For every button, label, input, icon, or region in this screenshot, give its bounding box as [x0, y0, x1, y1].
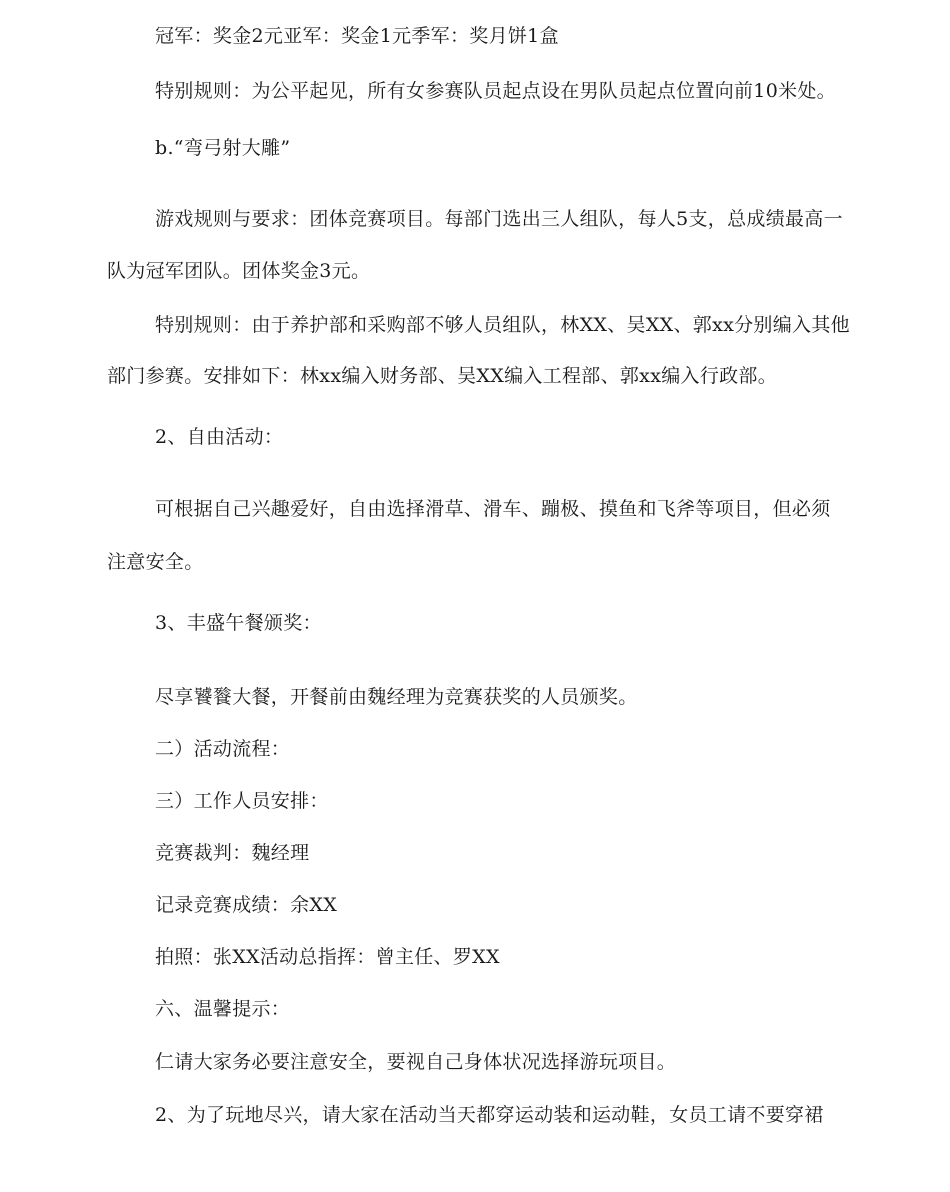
- special-rule-line-2: 特别规则：由于养护部和采购部不够人员组队，林XX、吴XX、郭xx分别编入其他: [155, 314, 850, 336]
- special-rule-line: 特别规则：为公平起见，所有女参赛队员起点设在男队员起点位置向前10米处。: [155, 80, 836, 102]
- staff-photo-line: 拍照：张XX活动总指挥：曾主任、罗XX: [155, 946, 500, 968]
- lunch-line: 尽享饕餮大餐，开餐前由魏经理为竞赛获奖的人员颁奖。: [155, 686, 638, 708]
- section-flow: 二）活动流程：: [155, 738, 291, 760]
- tip-safety-line: 仁请大家务必要注意安全，要视自己身体状况选择游玩项目。: [155, 1051, 677, 1073]
- section-tips: 六、温馨提示：: [155, 998, 291, 1020]
- tip-clothing-line: 2、为了玩地尽兴，请大家在活动当天都穿运动装和运动鞋，女员工请不要穿裙: [155, 1104, 824, 1126]
- free-activity-line: 可根据自己兴趣爱好，自由选择滑草、滑车、蹦极、摸鱼和飞斧等项目，但必须: [155, 498, 831, 520]
- prize-line: 冠军：奖金2元亚军：奖金1元季军：奖月饼1盒: [155, 25, 559, 47]
- game-rules-line-cont: 队为冠军团队。团体奖金3元。: [107, 260, 371, 282]
- game-rules-line: 游戏规则与要求：团体竞赛项目。每部门选出三人组队，每人5支，总成绩最高一: [155, 208, 843, 230]
- section-lunch: 3、丰盛午餐颁奖：: [155, 612, 322, 634]
- special-rule-line-2-cont: 部门参赛。安排如下：林xx编入财务部、吴XX编入工程部、郭xx编入行政部。: [107, 365, 778, 387]
- staff-judge-line: 竞赛裁判：魏经理: [155, 842, 310, 864]
- section-free-activity: 2、自由活动：: [155, 426, 284, 448]
- section-staff: 三）工作人员安排：: [155, 790, 329, 812]
- free-activity-line-cont: 注意安全。: [107, 551, 204, 573]
- staff-record-line: 记录竞赛成绩：余XX: [155, 894, 338, 916]
- game-title-line: b.“弯弓射大雕”: [155, 137, 291, 159]
